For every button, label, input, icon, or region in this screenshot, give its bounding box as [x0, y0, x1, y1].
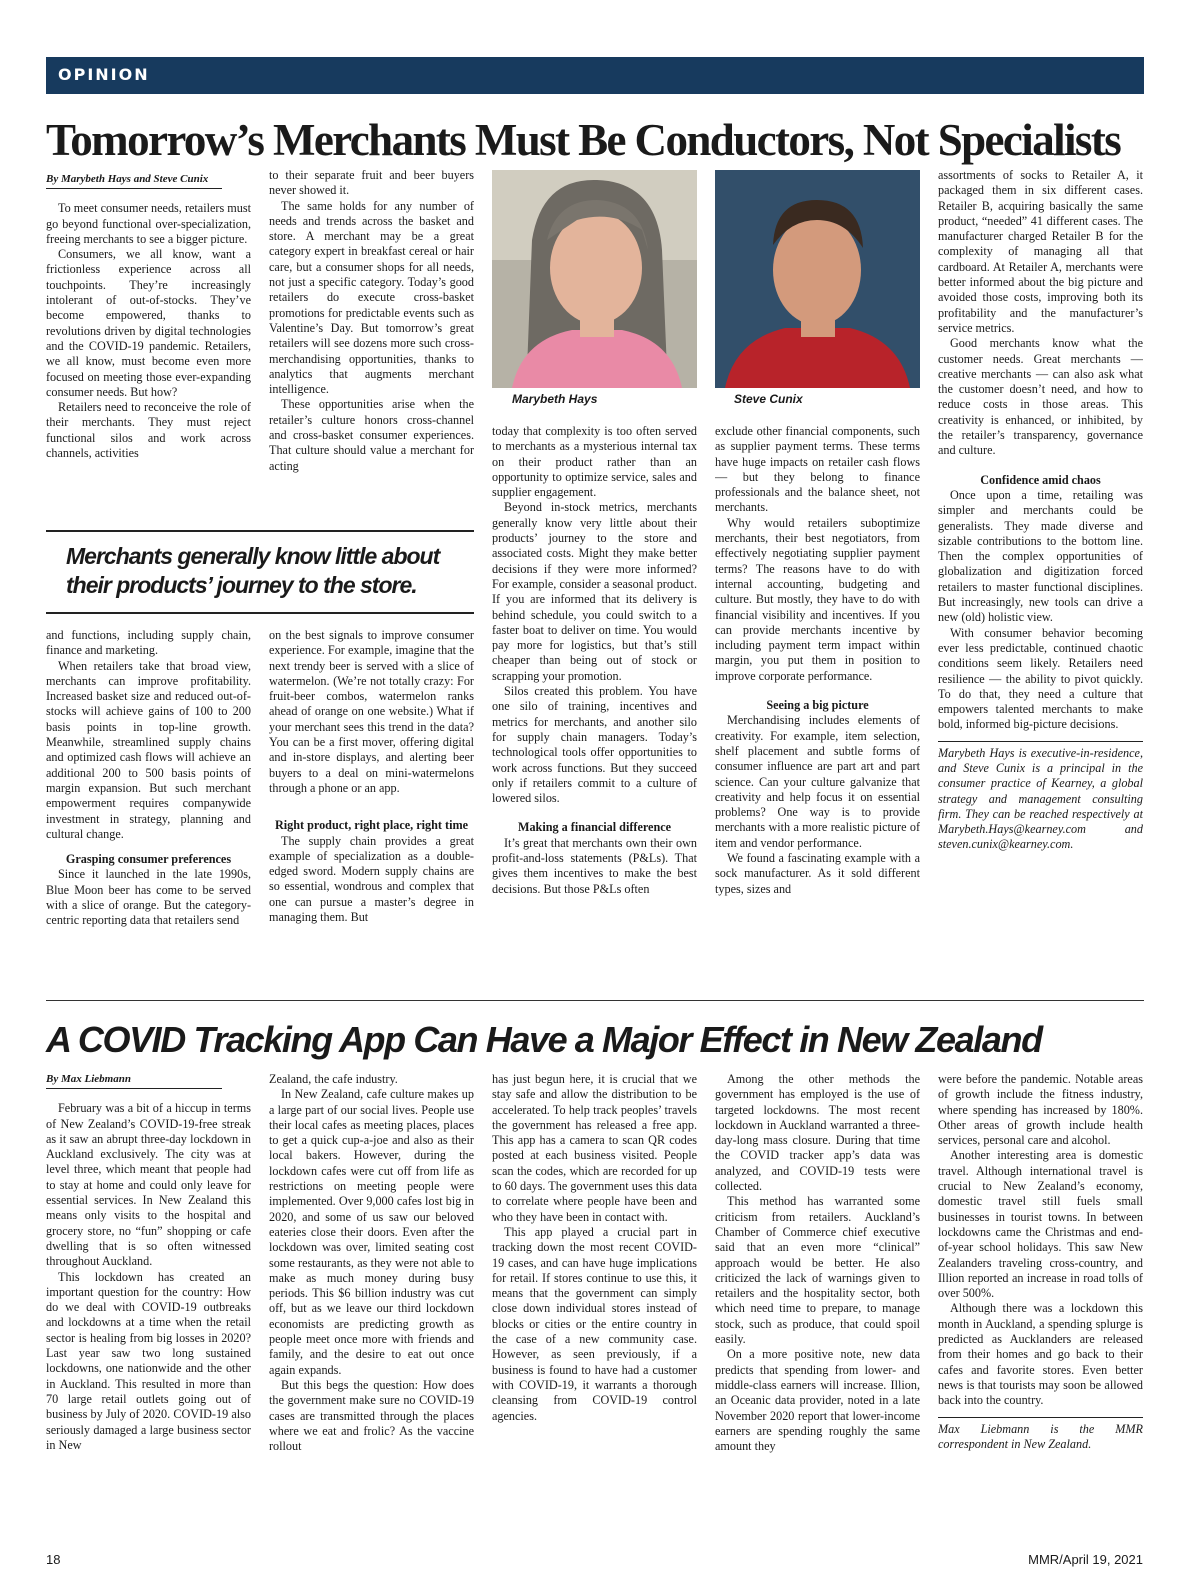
bio-text: Marybeth Hays is executive-in-residence, and Steve Cunix is a principal in the consumer practice of Kearney, a global strategy and management consulting firm. They can be reached respectively at Marybeth.Hays@kearney.com and steven.cunix@kearney.com.	[938, 745, 1143, 852]
paragraph: Beyond in-stock metrics, merchants generally know very little about their products’ journey to the store and associated costs. Might they make better decisions if they were more informed? For example, consider a seasonal product. If you are informed that its delivery is behind schedule, you could switch to a faster boat to deliver on time. You would pay more for logistics, but that’s still cheaper than being out of stock or scrapping your promotion.	[492, 500, 697, 683]
paragraph: Another interesting area is domestic travel. Although international travel is crucial to New Zealand’s economy, domestic travel still fuels small businesses in tourist towns. In between lockdowns came the Christmas and end-of-year school holidays. This saw New Zealanders traveling cross-country, and Illion reported an increase in road tolls of over 500%.	[938, 1148, 1143, 1301]
portrait-image	[715, 170, 920, 388]
paragraph: On a more positive note, new data predicts that spending from lower- and middle-class earners will increase. Illion, an Oceanic data provider, noted in a late November 2020 report that lower-income earners are spending roughly the same amount they	[715, 1347, 920, 1454]
paragraph: Since it launched in the late 1990s, Blue Moon beer has come to be served with a slice of orange. But the category-centric reporting data that retailers send	[46, 867, 251, 928]
paragraph: It’s great that merchants own their own profit-and-loss statements (P&Ls). That gives them incentives to make the best decisions. But those P&Ls often	[492, 835, 697, 896]
paragraph: When retailers take that broad view, merchants can improve profitability. Increased basket size and reduced out-of-stocks will achieve gains of 100 to 200 basis points in top-line growth. Meanwhile, streamlined supply chains and optimized cash flows will achieve an additional 200 to 500 basis points of margin expansion. But such merchant empowerment requires companywide investment in strategy, planning and cultural change.	[46, 658, 251, 841]
article2-col2	[269, 1072, 474, 1537]
article2-headline: A COVID Tracking App Can Have a Major Effect in New Zealand	[46, 1019, 1042, 1060]
subheading: Seeing a big picture	[766, 698, 869, 713]
article1-col1-bottom	[46, 628, 251, 993]
paragraph: In New Zealand, cafe culture makes up a large part of our social lives. People use their local cafes as meeting places, places to get a quick cup-a-joe and also as their local bakers. However, during the lockdown cafes were cut off from life as restrictions on meeting people were implemented. Over 9,000 cafes lost big in 2020, and some of us saw our beloved eateries close their doors. Even after the lockdown was over, limited seating cost some restaurants, as they were not able to make as much money during busy periods. This $6 billion industry was cut off, but as we leave our third lockdown economists are predicting growth as people meet once more with friends and family, and the desire to eat out once again expands.	[269, 1087, 474, 1377]
article1-col4	[715, 424, 920, 994]
article2-col5	[938, 1072, 1143, 1537]
article2-byline: By Max Liebmann	[46, 1072, 222, 1089]
paragraph: To meet consumer needs, retailers must go beyond functional over-specialization, freeing merchants to see a bigger picture.	[46, 201, 251, 246]
paragraph: Although there was a lockdown this month in Auckland, a spending splurge is predicted as Aucklanders are released from their homes and go back to their cafes and favorite stores. Even better news is that tourists may soon be allowed back into the country.	[938, 1301, 1143, 1408]
paragraph: With consumer behavior becoming ever less predictable, continued chaotic conditions seem likely. Retailers need resilience — the ability to pivot quickly. To do that, they need a culture that empowers talented merchants to make bold, informed big-picture decisions.	[938, 625, 1143, 732]
article1-col5	[938, 168, 1143, 994]
article1-col2-top	[269, 168, 474, 520]
article1-col3	[492, 424, 697, 994]
paragraph: Why would retailers suboptimize merchants, their best negotiators, from effectively negotiating supplier payment terms? The reasons have to do with internal accounting, budgeting and culture. But mostly, they have to do with financial visibility and incentives. If you can provide merchants incentive by including payment term impact within margin, you put them in position to improve corporate performance.	[715, 515, 920, 683]
photo-steve-cunix	[715, 170, 920, 388]
subheading: Confidence amid chaos	[980, 472, 1101, 487]
photo-marybeth-hays	[492, 170, 697, 388]
paragraph: Merchandising includes elements of creativity. For example, item selection, shelf placement and subtle forms of consumer influence are part art and part science. Can your culture galvanize that creativity and help focus it on essential problems? One way is to provide merchants with a more realistic picture of item and vendor performance.	[715, 713, 920, 850]
paragraph: This lockdown has created an important question for the country: How do we deal with COVID-19 outbreaks and lockdowns at a time when the retail sector is healing from big losses in 2020? Last year saw two long sustained lockdowns, one nationwide and the other in Auckland. This resulted in more than 70 large retail outlets going out of business by July of 2020. COVID-19 also seriously damaged a large business sector in New	[46, 1269, 251, 1452]
paragraph: on the best signals to improve consumer experience. For example, imagine that the next trendy beer is served with a slice of watermelon. (We’re not totally crazy: For fruit-beer combos, watermelon ranks ahead of orange on one website.) What if your merchant sees this trend in the data? You can be a first mover, offering digital and in-store displays, and alerting beer buyers to a deal on mini-watermelons through a phone or an app.	[269, 628, 474, 795]
paragraph: exclude other financial components, such as supplier payment terms. These terms have huge impacts on retailer cash flows — but they belong to finance professionals and the balance sheet, not merchants.	[715, 424, 920, 515]
paragraph: has just begun here, it is crucial that we stay safe and allow the distribution to be accelerated. To help track peoples’ travels the government has released a free app. This app has a camera to scan QR codes posted at each business visited. People scan the codes, which are recorded for up to 60 days. The government uses this data to correlate where people have been and who they have been in contact with.	[492, 1072, 697, 1224]
paragraph: were before the pandemic. Notable areas of growth include the fitness industry, where spending has increased by 180%. Other areas of growth include health services, personal care and alcohol.	[938, 1072, 1143, 1148]
portrait-image	[492, 170, 697, 388]
paragraph: to their separate fruit and beer buyers never showed it.	[269, 168, 474, 198]
article1-col1-top	[46, 172, 251, 522]
photo-caption: Steve Cunix	[734, 392, 803, 406]
article2-col1	[46, 1072, 251, 1537]
article1-headline: Tomorrow’s Merchants Must Be Conductors, Not Specialists	[46, 115, 1121, 165]
article2-col4	[715, 1072, 920, 1537]
pull-quote-text: Merchants generally know little about their products’ journey to the store.	[66, 543, 440, 598]
paragraph: today that complexity is too often served to merchants as a mysterious internal tax on their product rather than an opportunity to optimize service, sales and supplier engagement.	[492, 424, 697, 500]
author-bio	[938, 741, 1143, 853]
paragraph: Once upon a time, retailing was simpler and merchants could be generalists. They made diverse and sizable contributions to the bottom line. Then the complex opportunities of globalization and digitization forced retailers to master functional disciplines. But increasingly, new tools can drive a new (old) holistic view.	[938, 487, 1143, 625]
paragraph: This method has warranted some criticism from retailers. Auckland’s Chamber of Commerce chief executive said that an even more “clinical” approach would be better. He also criticized the lack of warnings given to retailers and the hospitality sector, both which need time to prepare, to manage stock, such as produce, that could spoil easily.	[715, 1194, 920, 1347]
section-label: OPINION	[58, 65, 150, 84]
pull-quote	[46, 530, 474, 614]
paragraph: The same holds for any number of needs and trends across the basket and store. A merchant may be a great category expert in breakfast cereal or hair care, but a consumer shops for all needs, not just a specific category. Today’s good retailers do execute cross-basket promotions for predictable events such as Valentine’s Day. But tomorrow’s great retailers will see dozens more such cross-merchandising opportunities, thanks to analytics that augments merchant intelligence.	[269, 198, 474, 397]
section-banner	[46, 57, 1144, 94]
paragraph: Silos created this problem. You have one silo of training, incentives and metrics for merchants, and another silo for supply chain managers. Today’s technological tools offer opportunities to work across functions. But they succeed only if retailers commit to a culture of lowered silos.	[492, 684, 697, 806]
paragraph: This app played a crucial part in tracking down the most recent COVID-19 cases, and can have huge implications for retail. If stores continue to use this, it means that the government can simply close down individual stores instead of blocks or cities or the entire country in the case of a new community case. However, as seen previously, if a business is found to have had a customer with COVID-19, it warrants a thorough cleansing from COVID-19 control agencies.	[492, 1224, 697, 1423]
paragraph: and functions, including supply chain, finance and marketing.	[46, 628, 251, 658]
paragraph: February was a bit of a hiccup in terms of New Zealand’s COVID-19-free streak as it saw an abrupt three-day lockdown in Auckland exclusively. The city was at level three, which meant that people had to stay at home and could only leave for essential services. In New Zealand this means only visits to the hospital and grocery store, no “fun” shopping or cafe dwelling that is so often witnessed throughout Auckland.	[46, 1101, 251, 1269]
author-bio	[938, 1417, 1143, 1453]
paragraph: But this begs the question: How does the government make sure no COVID-19 cases are transmitted through the places where we eat and frolic? As the vaccine rollout	[269, 1377, 474, 1454]
subheading: Grasping consumer preferences	[65, 852, 232, 867]
article1-byline: By Marybeth Hays and Steve Cunix	[46, 172, 222, 189]
paragraph: Good merchants know what the customer needs. Great merchants — creative merchants — can also ask what the customer doesn’t need, and how to reduce costs in those areas. This creativity is enhanced, or inhibited, by the retailer’s transparency, governance and culture.	[938, 336, 1143, 458]
paragraph: assortments of socks to Retailer A, it packaged them in six different cases. Retailer B, acquiring basically the same product, “needed” 41 different cases. The manufacturer charged Retailer B for the complexity of managing all that cardboard. At Retailer A, merchants were better informed about the big picture and avoided those costs, improving both its profitability and the manufacturer’s service metrics.	[938, 168, 1143, 335]
paragraph: Retailers need to reconceive the role of their merchants. They must reject functional silos and work across channels, activities	[46, 400, 251, 461]
article-divider	[46, 1000, 1144, 1001]
subheading: Right product, right place, right time	[274, 818, 469, 833]
bio-text: Max Liebmann is the MMR correspondent in New Zealand.	[938, 1421, 1143, 1451]
paragraph: Zealand, the cafe industry.	[269, 1072, 398, 1086]
paragraph: Among the other methods the government has employed is the use of targeted lockdowns. The most recent lockdown in Auckland warranted a three-day-long mass closure. During that time the COVID tracker app’s data was analyzed, and COVID-19 tests were collected.	[715, 1072, 920, 1194]
issue-date: MMR/April 19, 2021	[1028, 1552, 1143, 1567]
article1-col2-bottom	[269, 628, 474, 993]
paragraph: These opportunities arise when the retailer’s culture honors cross-channel and cross-basket consumer experiences. That culture should value a merchant for acting	[269, 397, 474, 473]
subheading: Making a financial difference	[517, 820, 672, 835]
paragraph: Consumers, we all know, want a frictionless experience across all touchpoints. They’re increasingly intolerant of out-of-stocks. They’ve become empowered, thanks to revolutions driven by digital technologies and the COVID-19 pandemic. Retailers, we all know, must become even more focused on meeting those ever-expanding consumer needs. But how?	[46, 247, 251, 399]
article2-col3	[492, 1072, 697, 1537]
page-number: 18	[46, 1552, 61, 1567]
paragraph: The supply chain provides a great example of specialization as a double-edged sword. Modern supply chains are so essential, wondrous and complex that one can pursue a master’s degree in managing them. But	[269, 833, 474, 925]
photo-caption: Marybeth Hays	[512, 392, 598, 406]
paragraph: We found a fascinating example with a sock manufacturer. As it sold different types, sizes and	[715, 851, 920, 896]
